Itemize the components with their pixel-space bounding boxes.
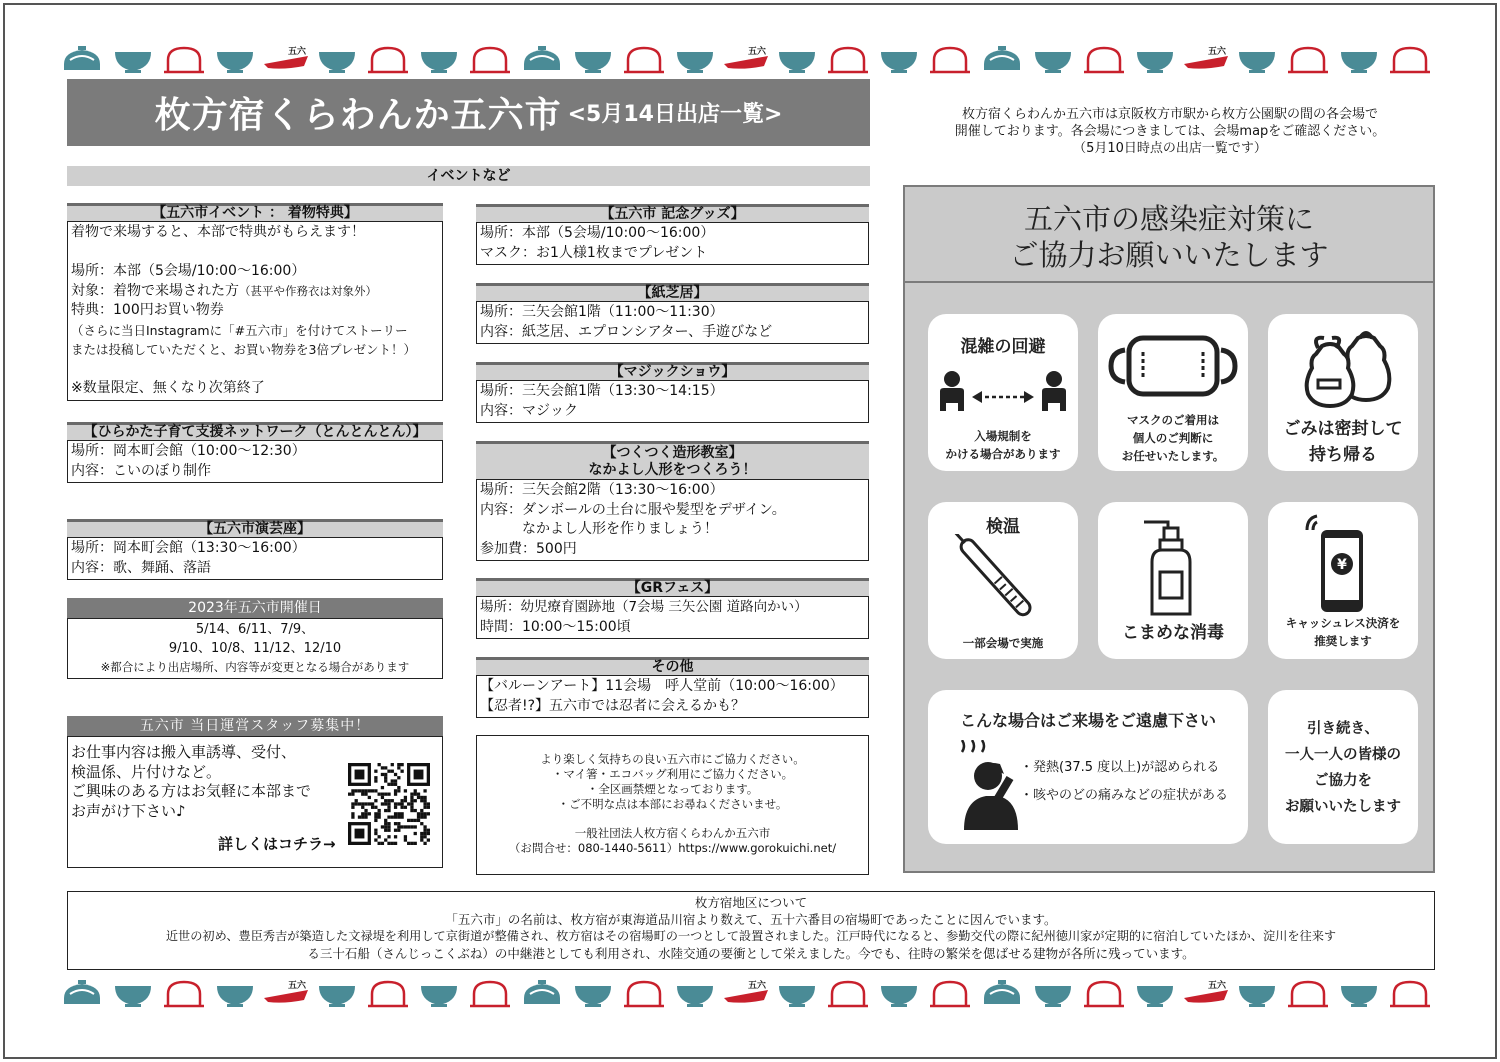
bowl-icon (319, 986, 355, 1007)
footer-line: 「五六市」の名前は、枚方宿が東海道品川宿より数えて、五十六番目の宿場町であったことに因んでいます。 (445, 912, 1057, 927)
lid-icon (984, 46, 1020, 70)
panel-title (905, 187, 1433, 283)
decor-bottom (60, 976, 1440, 1010)
box-head: 【GRフェス】 (476, 578, 869, 596)
intro-line: 枚方宿くらわんか五六市は京阪枚方市駅から枚方公園駅の間の各会場で (961, 107, 1378, 122)
box-line: 参加費：500円 (480, 540, 577, 557)
bowl-icon (421, 986, 457, 1007)
lid-icon (524, 46, 560, 70)
refrain-item: ・咳やのどの痛みなどの症状がある (1020, 788, 1229, 803)
notice-org: 一般社団法人枚方宿くらわんか五六市 (574, 826, 771, 840)
dates-line: 5/14、6/11、7/9、 (195, 622, 315, 637)
bowl-icon (779, 52, 815, 73)
title-main: 枚方宿くらわんか五六市 (154, 95, 562, 136)
box-line: 場所：幼児療育園跡地（7会場 三矢公園 道路向かい） (480, 599, 808, 615)
event-magic (476, 362, 869, 423)
box-head: 【紙芝居】 (476, 283, 869, 301)
card-distance (928, 314, 1078, 471)
sick-person-icon (958, 740, 1020, 832)
box-head: その他 (476, 657, 869, 675)
staff-body (67, 736, 443, 868)
box-line: 内容：こいのぼり制作 (71, 462, 211, 479)
boat-icon (724, 45, 768, 69)
staff-line: ご興味のある方はお気軽に本部まで (71, 782, 312, 800)
dates-body (67, 618, 443, 679)
cup-icon (1390, 48, 1430, 72)
card-text-line: 個人のご判断に (1132, 431, 1214, 445)
cup-icon (368, 48, 408, 72)
box-line: 場所：三矢会館1階（11:00～11:30） (480, 304, 724, 320)
box-line: 内容：歌、舞踊、落語 (71, 559, 211, 576)
box-body (67, 440, 443, 483)
box-head: 【五六市イベント ： 着物特典】 (67, 203, 443, 221)
box-line (71, 243, 439, 263)
bowl-icon (217, 52, 253, 73)
cup-icon (164, 48, 204, 72)
bowl-icon (881, 986, 917, 1007)
svg-text:五六: 五六 (1208, 47, 1227, 57)
box-line: 場所：岡本町会館（10:00～12:30） (71, 443, 306, 459)
qr-code-icon[interactable] (348, 763, 430, 845)
cup-icon (1288, 48, 1328, 72)
thermometer-icon (953, 534, 1053, 634)
box-body (476, 301, 869, 344)
cup-icon (624, 982, 664, 1006)
intro-text (905, 106, 1435, 157)
bowl-icon (217, 986, 253, 1007)
bowl-icon (1035, 52, 1071, 73)
box-head: 【五六市演芸座】 (67, 519, 443, 537)
card-text-line: キャッシュレス決済を (1285, 616, 1401, 630)
cup-icon (930, 982, 970, 1006)
box-line: マスク：お1人様1枚までプレゼント (480, 244, 708, 261)
boat-icon (264, 45, 308, 69)
svg-text:五六: 五六 (288, 47, 307, 57)
box-line: ※数量限定、無くなり次第終了 (71, 380, 265, 396)
card-text-line: 持ち帰る (1309, 445, 1377, 465)
notice-line: より楽しく気持ちの良い五六市にご協力ください。 (540, 752, 805, 766)
event-grfes (476, 578, 869, 639)
card-text (928, 427, 1078, 463)
refrain-items (1020, 754, 1228, 810)
cup-icon (1288, 982, 1328, 1006)
cup-icon (828, 982, 868, 1006)
title-sub: <5月14日出店一覧> (567, 102, 783, 127)
box-body (476, 479, 869, 561)
boat-icon (724, 979, 768, 1003)
page-title (67, 79, 870, 146)
staff-line: お仕事内容は搬入車誘導、受付、 (71, 743, 297, 761)
box-line: または投稿していただくと、お買い物券を3倍プレゼント！） (71, 342, 416, 357)
bowl-icon (1035, 986, 1071, 1007)
card-sanitize (1098, 502, 1248, 659)
footer-line: 近世の初め、豊臣秀吉が築造した文禄堤を利用して京街道が整備され、枚方宿はその宿場町の一つとして設置されました。江戸時代になると、参勤交代の際に紀州徳川家が定期的に宿泊していたほか、淀川を往来す (165, 929, 1337, 943)
box-head: 【五六市 記念グッズ】 (476, 204, 869, 222)
card-refrain (928, 690, 1248, 844)
card-text-line: ごみは密封して (1283, 419, 1403, 439)
decor-top (60, 42, 1440, 76)
cup-icon (930, 48, 970, 72)
footer-history (67, 891, 1435, 970)
box-body (476, 675, 869, 718)
card-temperature (928, 502, 1078, 659)
event-goods (476, 204, 869, 265)
bowl-icon (1239, 986, 1275, 1007)
boat-icon (264, 979, 308, 1003)
bowl-icon (1239, 52, 1275, 73)
bowl-icon (677, 986, 713, 1007)
box-line: 場所：三矢会館1階（13:30～14:15） (480, 383, 724, 399)
card-text-line: マスクのご着用は (1127, 413, 1219, 427)
staff-line: お声がけ下さい♪ (71, 801, 186, 820)
card-title: 混雑の回避 (960, 337, 1046, 357)
event-zoukei (476, 441, 869, 561)
sanitizer-bottle-icon (1138, 518, 1208, 618)
event-other (476, 657, 869, 718)
box-body (67, 221, 443, 401)
schedule-2023 (67, 598, 443, 679)
lid-icon (64, 46, 100, 70)
staff-head: 五六市 当日運営スタッフ募集中！ (67, 716, 443, 736)
card-text (1268, 614, 1418, 650)
event-tonton (67, 422, 443, 483)
box-line: （さらに当日Instagramに「#五六市」を付けてストーリー (71, 322, 408, 338)
bowl-icon (575, 52, 611, 73)
trash-bag-icon (1296, 324, 1392, 408)
box-line (71, 282, 439, 302)
smartphone-icon (1303, 510, 1383, 614)
box-body (476, 222, 869, 265)
bowl-icon (575, 986, 611, 1007)
box-body (476, 596, 869, 639)
bowl-icon (115, 986, 151, 1007)
svg-text:五六: 五六 (288, 981, 307, 991)
bowl-icon (421, 52, 457, 73)
box-body (67, 537, 443, 580)
box-line: 場所：三矢会館2階（13:30～16:00） (480, 482, 724, 498)
target-text: 対象：着物で来場された方 (71, 282, 239, 299)
lid-icon (984, 980, 1020, 1004)
event-kimono (67, 203, 443, 401)
notice-contact[interactable]: （お問合せ：080-1440-5611）https://www.gorokuichi.net/ (508, 841, 837, 855)
card-text (1098, 411, 1248, 465)
intro-line: 開催しております。各会場につきましては、会場mapをご確認ください。 (954, 124, 1386, 139)
box-line: 場所：岡本町会館（13:30～16:00） (71, 540, 306, 556)
box-line: 【忍者!?】五六市では忍者に会えるかも？ (480, 697, 746, 714)
box-line: 時間：10:00～15:00頃 (480, 618, 631, 635)
lid-icon (64, 980, 100, 1004)
card-text-line: かける場合があります (945, 447, 1061, 461)
yen-sign: ¥ (1337, 557, 1347, 573)
card-text-line: 入場規制を (974, 429, 1032, 443)
cup-icon (828, 48, 868, 72)
box-line: 着物で来場すると、本部で特典がもらえます！ (71, 224, 365, 240)
box-line: 場所：本部（5会場/10:00～16:00） (480, 225, 715, 241)
panel-title-line: 五六市の感染症対策に (1023, 202, 1314, 236)
cup-icon (368, 982, 408, 1006)
box-line (71, 360, 439, 380)
card-text-line: お願いいたします (1285, 799, 1401, 815)
box-line: 内容：ダンボールの土台に服や髪型をデザイン。 (480, 501, 786, 518)
bowl-icon (677, 52, 713, 73)
card-text: こまめな消毒 (1122, 623, 1224, 643)
staff-recruit (67, 716, 443, 868)
card-text-line: ご協力を (1314, 773, 1372, 789)
card-cashless (1268, 502, 1418, 659)
intro-line: （5月10日時点の出店一覧です） (1073, 141, 1267, 156)
svg-text:五六: 五六 (748, 47, 767, 57)
dates-note: ※都合により出店場所、内容等が変更となる場合があります (100, 660, 410, 674)
card-text-line: 一人一人の皆様の (1285, 747, 1401, 763)
card-text-line: 引き続き、 (1307, 721, 1379, 737)
card-text (1268, 716, 1418, 820)
box-line: 内容：紙芝居、エプロンシアター、手遊びなど (480, 323, 773, 340)
lid-icon (524, 980, 560, 1004)
bowl-icon (1137, 52, 1173, 73)
cup-icon (1084, 48, 1124, 72)
dates-line: 9/10、10/8、11/12、12/10 (168, 641, 342, 656)
bowl-pattern-icon (60, 42, 1440, 76)
svg-text:五六: 五六 (1208, 981, 1227, 991)
box-line: 内容：マジック (480, 402, 578, 419)
staff-more-link[interactable]: 詳しくはコチラ→ (218, 835, 336, 853)
bowl-icon (1137, 986, 1173, 1007)
footer-title: 枚方宿地区について (694, 895, 808, 910)
box-line: 【バルーンアート】11会場 呼人堂前（10:00～16:00） (480, 678, 844, 694)
box-body (476, 380, 869, 423)
cup-icon (1390, 982, 1430, 1006)
box-head-line: 【つくつく造形教室】 (602, 445, 743, 461)
footer-line: る三十石船（さんじっこくぶね）の中継港としても利用され、水陸交通の要衝として栄えました。今でも、往時の繁栄を偲ばせる建物が各所に残っています。 (307, 946, 1195, 961)
card-text: 一部会場で実施 (962, 636, 1044, 650)
bowl-icon (115, 52, 151, 73)
card-title: こんな場合はご来場をご遠慮下さい (959, 711, 1216, 730)
staff-line: 検温係、片付けなど。 (71, 762, 222, 781)
card-text-line: お任せいたします。 (1121, 449, 1225, 463)
notice-line: ・全区画禁煙となっております。 (586, 782, 759, 796)
event-kamishibai (476, 283, 869, 344)
card-text (1268, 416, 1418, 468)
infection-panel (903, 185, 1435, 873)
notice-box (476, 735, 869, 875)
bowl-icon (1341, 986, 1377, 1007)
box-head-line: なかよし人形をつくろう！ (588, 462, 757, 478)
card-title: 検温 (986, 517, 1020, 537)
box-line: なかよし人形を作りましょう！ (480, 521, 718, 537)
bowl-icon (779, 986, 815, 1007)
cup-icon (624, 48, 664, 72)
section-events-header: イベントなど (67, 166, 870, 186)
social-distance-icon (936, 369, 1070, 419)
card-thanks (1268, 690, 1418, 844)
target-note: （甚平や作務衣は対象外） (239, 283, 377, 298)
box-head (476, 441, 869, 479)
cup-icon (164, 982, 204, 1006)
card-text-line: 推奨します (1314, 634, 1372, 648)
card-trash (1268, 314, 1418, 471)
card-mask (1098, 314, 1248, 471)
bowl-pattern-icon (60, 976, 1440, 1010)
notice-line: ・マイ箸・エコバッグ利用にご協力ください。 (551, 767, 794, 781)
box-head: 【ひらかた子育て支援ネットワーク（とんとんとん）】 (67, 422, 443, 440)
event-engeiza (67, 519, 443, 580)
mask-icon (1105, 328, 1241, 404)
bowl-icon (319, 52, 355, 73)
bowl-icon (1341, 52, 1377, 73)
boat-icon (1184, 45, 1228, 69)
dates-head: 2023年五六市開催日 (67, 598, 443, 618)
cup-icon (470, 982, 510, 1006)
box-line: 場所：本部（5会場/10:00～16:00） (71, 263, 306, 279)
cup-icon (470, 48, 510, 72)
panel-title-line: ご協力お願いいたします (1009, 238, 1329, 272)
svg-text:五六: 五六 (748, 981, 767, 991)
notice-line: ・ご不明な点は本部にお尋ねくださいませ。 (557, 797, 788, 811)
cup-icon (1084, 982, 1124, 1006)
bowl-icon (881, 52, 917, 73)
refrain-item: ・発熱(37.5 度以上)が認められる (1020, 760, 1220, 775)
boat-icon (1184, 979, 1228, 1003)
box-line: 特典：100円お買い物券 (71, 302, 224, 318)
box-head: 【マジックショウ】 (476, 362, 869, 380)
